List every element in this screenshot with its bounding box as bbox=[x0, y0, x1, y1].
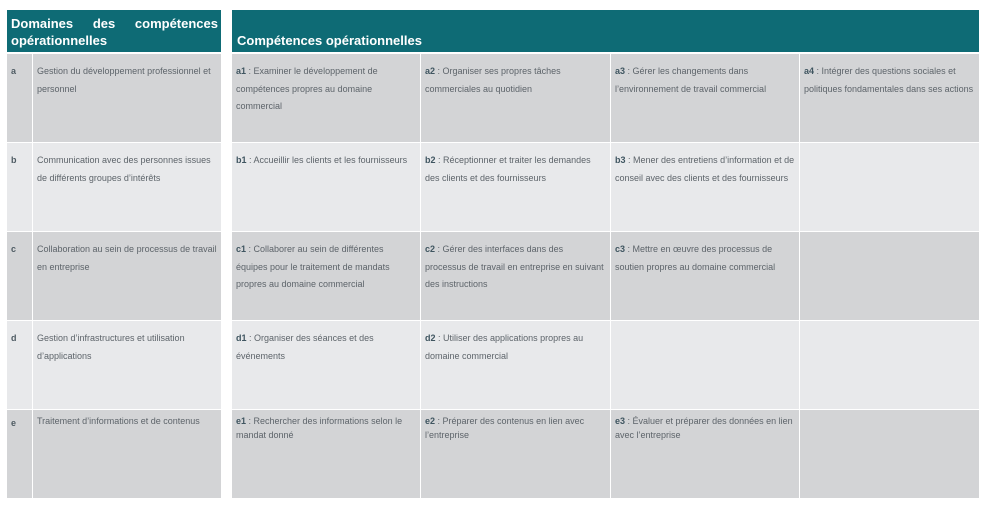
competence-cell: e3 : Évaluer et préparer des données en lien avec l’entreprise bbox=[611, 410, 799, 498]
competence-cell-empty bbox=[611, 321, 799, 409]
competence-cell: e1 : Rechercher des informations selon le mandat donné bbox=[232, 410, 420, 498]
domain-cell: Collaboration au sein de processus de travail en entreprise bbox=[33, 232, 221, 320]
competence-cell: b1 : Accueillir les clients et les fournisseurs bbox=[232, 143, 420, 231]
competence-cell-empty bbox=[800, 232, 979, 320]
row-letter: b bbox=[7, 143, 32, 231]
domain-cell: Gestion d’infrastructures et utilisation d’applications bbox=[33, 321, 221, 409]
competence-cell: a1 : Examiner le développement de compétences propres au domaine commercial bbox=[232, 54, 420, 142]
competence-cell: e2 : Préparer des contenus en lien avec l’entreprise bbox=[421, 410, 610, 498]
domain-cell: Communication avec des personnes issues de différents groupes d’intérêts bbox=[33, 143, 221, 231]
competence-cell: b3 : Mener des entretiens d’information et de conseil avec des clients et des fournisseurs bbox=[611, 143, 799, 231]
competence-cell: d1 : Organiser des séances et des événements bbox=[232, 321, 420, 409]
competence-cell: c2 : Gérer des interfaces dans des processus de travail en entreprise en suivant des instructions bbox=[421, 232, 610, 320]
row-letter: a bbox=[7, 54, 32, 142]
competence-cell: a4 : Intégrer des questions sociales et politiques fondamentales dans ses actions bbox=[800, 54, 979, 142]
row-letter: c bbox=[7, 232, 32, 320]
competence-cell-empty bbox=[800, 410, 979, 498]
row-letter: d bbox=[7, 321, 32, 409]
competence-cell: a3 : Gérer les changements dans l’environnement de travail commercial bbox=[611, 54, 799, 142]
row-letter: e bbox=[7, 410, 32, 498]
competence-cell: b2 : Réceptionner et traiter les demandes des clients et des fournisseurs bbox=[421, 143, 610, 231]
domain-cell: Gestion du développement professionnel et personnel bbox=[33, 54, 221, 142]
competence-cell: d2 : Utiliser des applications propres au domaine commercial bbox=[421, 321, 610, 409]
domains-header: Domaines des compétences opérationnelles bbox=[7, 10, 221, 52]
competence-cell: a2 : Organiser ses propres tâches commerciales au quotidien bbox=[421, 54, 610, 142]
competence-cell: c1 : Collaborer au sein de différentes équipes pour le traitement de mandats propres au domaine commercial bbox=[232, 232, 420, 320]
competence-cell-empty bbox=[800, 321, 979, 409]
competence-cell: c3 : Mettre en œuvre des processus de soutien propres au domaine commercial bbox=[611, 232, 799, 320]
domain-cell: Traitement d’informations et de contenus bbox=[33, 410, 221, 498]
competences-header: Compétences opérationnelles bbox=[232, 10, 979, 52]
competence-cell-empty bbox=[800, 143, 979, 231]
